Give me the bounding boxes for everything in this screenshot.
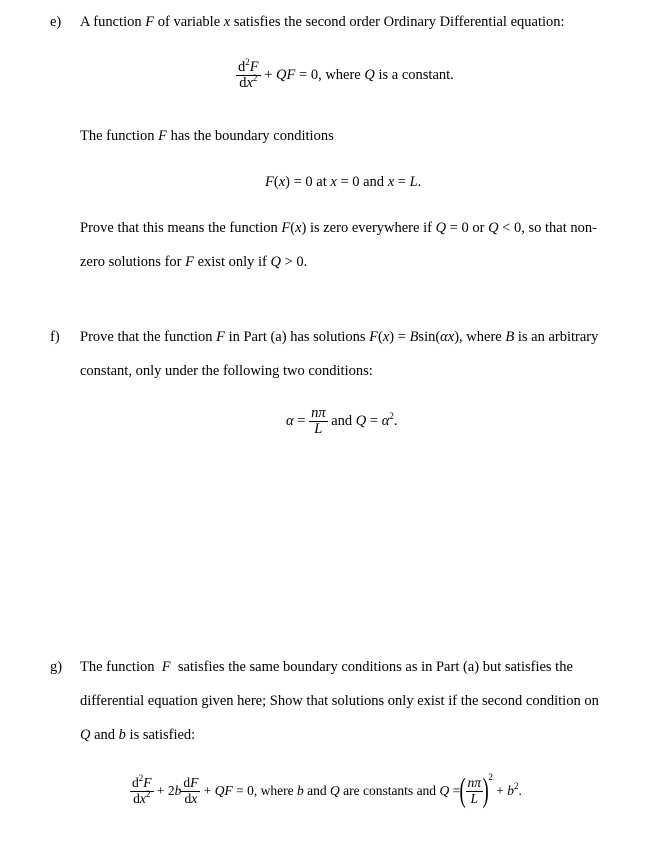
part-g-line-2: differential equation given here; Show that solutions only exist if the second condition on	[80, 693, 599, 709]
ode-equation-e: $\frac{d^2F}{dx^2}$ + QF = 0, where Q is a constant.	[238, 57, 454, 92]
prove-line-1: Prove that this means the function F(x) is zero everywhere if Q = 0 or Q < 0, so that non-	[80, 220, 597, 236]
part-g-line-1: The function F satisfies the same boundary conditions as in Part (a) but satisfies the	[80, 659, 573, 675]
part-e-intro: A function F of variable x satisfies the second order Ordinary Differential equation:	[80, 14, 565, 30]
ode-equation-g: $\frac{d^2F}{dx^2}$ + 2b $\frac{dF}{dx}$ + QF = 0, where b and Q are constants and Q =( $\frac{n\pi}{L}$ )$^2 + b^2$.	[132, 772, 522, 809]
part-f-line-1: Prove that the function F in Part (a) has solutions F(x) = Bsin(αx), where B is an arbitrary	[80, 329, 599, 345]
prove-line-2: zero solutions for F exist only if Q > 0.	[80, 254, 308, 270]
part-g-line-3: Q and b is satisfied:	[80, 727, 196, 743]
part-e-marker: e)	[50, 14, 62, 30]
part-f-marker: f)	[50, 329, 60, 345]
boundary-intro: The function F has the boundary conditions	[80, 128, 334, 144]
part-g-marker: g)	[50, 659, 63, 675]
boundary-equation: F(x) = 0 at x = 0 and x = L.	[265, 174, 422, 190]
conditions-equation: α = $\frac{n\pi}{L}$ and $Q = \alpha^2$.	[286, 405, 398, 438]
part-f-line-2: constant, only under the following two conditions:	[80, 363, 373, 379]
